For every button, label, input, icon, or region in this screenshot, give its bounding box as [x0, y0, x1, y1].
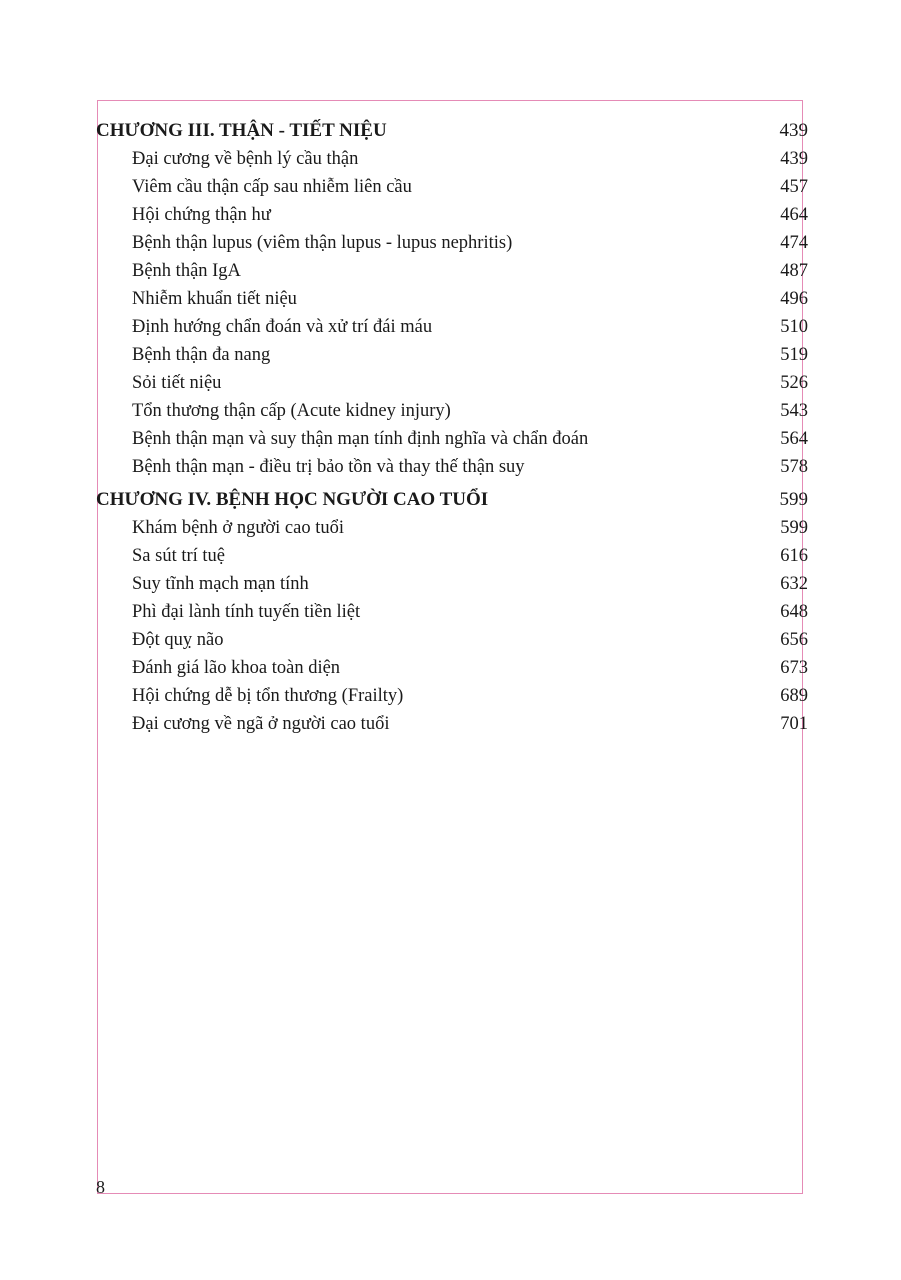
page-number: 8 [96, 1177, 105, 1197]
toc-entry[interactable] [96, 626, 808, 654]
entry-page: 616 [780, 546, 808, 566]
entry-page: 543 [780, 401, 808, 421]
entry-page: 519 [780, 345, 808, 365]
toc-entry[interactable] [96, 313, 808, 341]
toc-entry[interactable] [96, 285, 808, 313]
entry-page: 526 [780, 373, 808, 393]
chapter-title: CHƯƠNG III. THẬN - TIẾT NIỆU [96, 120, 387, 141]
toc-entry[interactable] [96, 425, 808, 453]
toc-entry[interactable] [96, 453, 808, 481]
entry-page: 632 [780, 574, 808, 594]
toc-entry[interactable] [96, 173, 808, 201]
entry-title: Đại cương về ngã ở người cao tuổi [132, 714, 390, 734]
chapter-page: 439 [779, 120, 808, 141]
toc-entry[interactable] [96, 710, 808, 738]
entry-title: Khám bệnh ở người cao tuổi [132, 518, 344, 538]
entry-page: 656 [780, 630, 808, 650]
entry-title: Bệnh thận mạn - điều trị bảo tồn và thay thế thận suy [132, 457, 525, 477]
toc-entry[interactable] [96, 570, 808, 598]
entry-title: Định hướng chẩn đoán và xử trí đái máu [132, 317, 433, 337]
entry-page: 599 [780, 518, 808, 538]
toc-entry[interactable] [96, 542, 808, 570]
toc-entry[interactable] [96, 201, 808, 229]
entry-title: Nhiễm khuẩn tiết niệu [132, 289, 297, 309]
entry-page: 464 [780, 205, 808, 225]
entry-page: 474 [780, 233, 808, 253]
entry-title: Bệnh thận đa nang [132, 345, 271, 365]
toc-entry[interactable] [96, 257, 808, 285]
entry-title: Đánh giá lão khoa toàn diện [132, 658, 341, 678]
toc-entry[interactable] [96, 369, 808, 397]
toc-entry[interactable] [96, 514, 808, 542]
entry-title: Bệnh thận lupus (viêm thận lupus - lupus nephritis) [132, 233, 513, 253]
entry-page: 701 [780, 714, 808, 734]
entry-title: Tổn thương thận cấp (Acute kidney injury) [132, 401, 451, 421]
entry-title: Sa sút trí tuệ [132, 546, 226, 566]
entry-title: Bệnh thận mạn và suy thận mạn tính định nghĩa và chẩn đoán [132, 429, 589, 449]
toc-entry[interactable] [96, 145, 808, 173]
toc-entry[interactable] [96, 229, 808, 257]
entry-page: 689 [780, 686, 808, 706]
table-of-contents [96, 116, 808, 738]
entry-page: 457 [780, 177, 808, 197]
toc-entry[interactable] [96, 341, 808, 369]
chapter-title: CHƯƠNG IV. BỆNH HỌC NGƯỜI CAO TUỔI [96, 489, 489, 510]
entry-page: 487 [780, 261, 808, 281]
entry-page: 578 [780, 457, 808, 477]
entry-title: Suy tĩnh mạch mạn tính [132, 574, 309, 594]
toc-entry[interactable] [96, 682, 808, 710]
toc-entry[interactable] [96, 397, 808, 425]
entry-title: Đột quỵ não [132, 630, 224, 650]
toc-entry[interactable] [96, 654, 808, 682]
entry-page: 510 [780, 317, 808, 337]
entry-title: Bệnh thận IgA [132, 261, 241, 281]
entry-page: 673 [780, 658, 808, 678]
toc-entry[interactable] [96, 598, 808, 626]
entry-page: 648 [780, 602, 808, 622]
entry-title: Viêm cầu thận cấp sau nhiễm liên cầu [132, 177, 412, 197]
entry-page: 496 [780, 289, 808, 309]
entry-title: Hội chứng dễ bị tổn thương (Frailty) [132, 686, 404, 706]
entry-title: Phì đại lành tính tuyến tiền liệt [132, 602, 361, 622]
chapter-heading[interactable] [96, 116, 808, 145]
entry-title: Sỏi tiết niệu [132, 373, 222, 393]
entry-page: 439 [780, 149, 808, 169]
entry-page: 564 [780, 429, 808, 449]
entry-title: Hội chứng thận hư [132, 205, 271, 225]
chapter-page: 599 [779, 489, 808, 510]
entry-title: Đại cương về bệnh lý cầu thận [132, 149, 359, 169]
chapter-heading[interactable] [96, 485, 808, 514]
